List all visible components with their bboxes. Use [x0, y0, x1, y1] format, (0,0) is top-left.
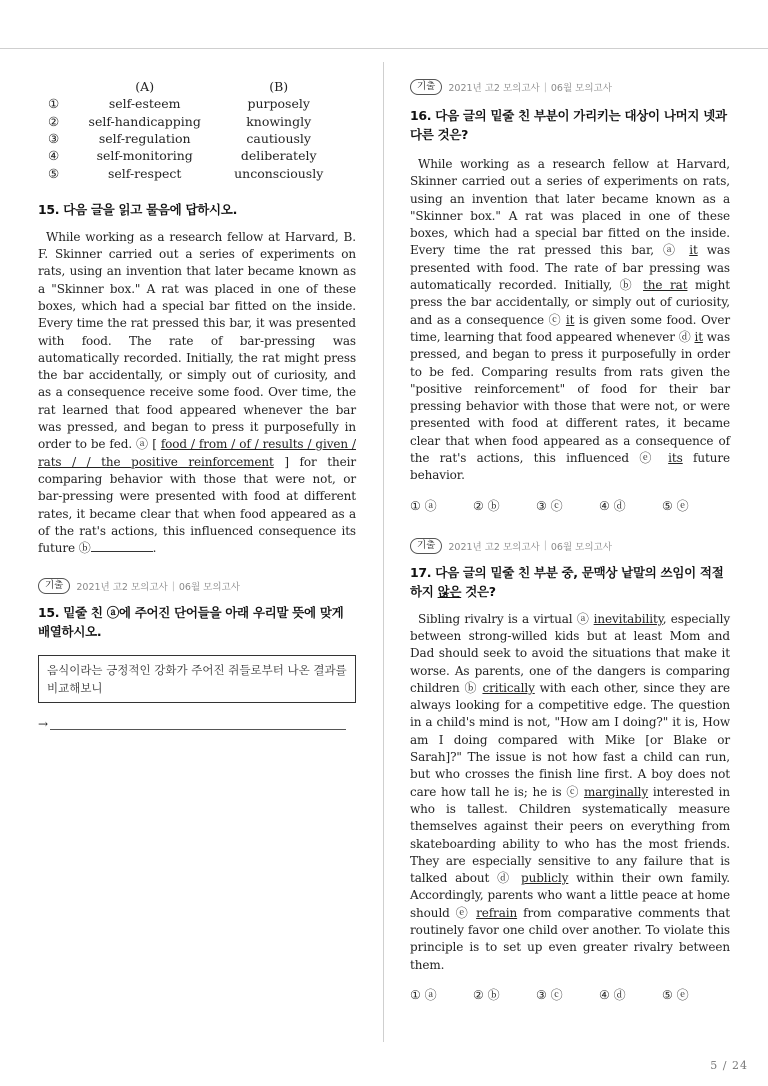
blank-marker: ⓑ	[78, 541, 91, 556]
passage-text: While working as a research fellow at Harvard, B. F. Skinner carried out a series of experiments on rats, using an invention that later became known as a "Skinner box." A rat was placed in one of these boxes, which had a special bar fitted on the inside. Every time the rat pressed this bar, it was presented with food. The rate of bar-pressing was automatically recorded. Initially, the rat might press the bar accidentally, or simply out of curiosity, and as a consequence receive some food. Over time, the rat learned that food appeared whenever the bar was pressed, and began to press it purposefully in order to be fed. ⓐ [	[38, 229, 356, 452]
choice-b: unconsciously	[234, 165, 324, 181]
q15a-passage	[38, 229, 356, 558]
answer-option-5[interactable]: ⑤ ⓔ	[662, 988, 689, 1003]
answer-input-line[interactable]	[50, 719, 346, 730]
arrow-icon: →	[38, 717, 49, 732]
underlined-d: publicly	[521, 871, 569, 886]
choice-row	[48, 130, 338, 147]
choice-number: ②	[48, 113, 60, 129]
passage-text: , especially between strong-willed kids but at least Mom and Dad should seek to avoid the situations that make it worse. As parents, one of the dangers is comparing children ⓑ	[410, 611, 731, 695]
answer-option-3[interactable]: ③ ⓒ	[536, 988, 563, 1003]
title-text: 것은?	[461, 583, 496, 599]
q15a-title: 15. 다음 글을 읽고 물음에 답하시오.	[38, 201, 238, 217]
passage-text: with each other, since they are always looking for a competitive edge. The question in a child's mind is not, "How am I doing?" it is, How am I doing compared with Mike [or Blake or Sarah]?" The issue is not how fast a child can run, but who crosses the finish line first. A boy does not care how tall he is; he is ⓒ	[410, 680, 731, 799]
right-column	[410, 78, 730, 1004]
title-text: 17. 다음 글의 밑줄 친 부분 중, 문맥상 낱말의 쓰임이 적절하지	[410, 564, 724, 599]
choice-a: self-esteem	[108, 96, 181, 112]
title-emphasis: 않은	[437, 583, 462, 599]
answer-option-4[interactable]: ④ ⓓ	[599, 988, 626, 1003]
underlined-c: it	[565, 312, 575, 327]
q16-passage	[410, 156, 730, 485]
choice-b: cautiously	[246, 131, 311, 147]
passage-text: While working as a research fellow at Harvard, Skinner carried out a series of experiments on rats, using an invention that later became known as a "Skinner box." A rat was placed in one of these boxes, which had a special bar fitted on the inside. Every time the rat pressed this bar, ⓐ	[410, 157, 730, 258]
answer-blank	[91, 540, 153, 552]
underlined-e: its	[668, 451, 683, 466]
source-year: 2021년 고2 모의고사	[76, 582, 168, 594]
underlined-a: inevitability	[593, 611, 663, 626]
underlined-b: critically	[482, 680, 535, 695]
choice-b: deliberately	[240, 148, 317, 164]
column-divider	[383, 62, 384, 1042]
choice-number: ①	[48, 96, 60, 112]
answer-option-5[interactable]: ⑤ ⓔ	[662, 499, 689, 514]
source-month: 06월 모의고사	[178, 582, 240, 594]
source-month: 06월 모의고사	[550, 541, 612, 553]
underlined-a: it	[689, 243, 698, 258]
passage-text: within their own family. Accordingly, parents who want a little peace at home should ⓔ	[410, 871, 730, 920]
passage-text: was pressed, and began to press it purposefully in order to be fed. Comparing results from rats given the "positive reinforcement" of food for their bar pressing behavior with those that were not, or were presented with food at different rates, it became clear that when food appeared as a consequence of the rat's actions, this influenced ⓔ	[410, 329, 731, 466]
choice-b: knowingly	[246, 113, 312, 129]
q16-title: 16. 다음 글의 밑줄 친 부분이 가리키는 대상이 나머지 넷과 다른 것은?	[410, 108, 727, 142]
answer-option-4[interactable]: ④ ⓓ	[599, 499, 626, 514]
page-number: 5 / 24	[710, 1059, 748, 1072]
underlined-d: it	[694, 329, 703, 344]
passage-text: might press the bar accidentally, or simply out of curiosity, and as a consequence ⓒ	[410, 278, 730, 327]
choice-row	[48, 147, 338, 164]
q15b-title: 15. 밑줄 친 ⓐ에 주어진 단어들을 아래 우리말 뜻에 맞게 배열하시오.	[38, 605, 344, 640]
choice-row	[48, 113, 338, 130]
source-year: 2021년 고2 모의고사	[448, 541, 540, 553]
left-column	[38, 78, 356, 731]
passage-text: Sibling rivalry is a virtual ⓐ	[418, 611, 594, 626]
choice-a: self-monitoring	[96, 148, 193, 164]
choice-a: self-regulation	[98, 131, 191, 147]
choice-row	[48, 95, 338, 112]
exam-tag: 기출	[410, 79, 442, 95]
q15b-source	[38, 577, 356, 595]
choice-number: ④	[48, 148, 60, 164]
passage-text: .	[152, 541, 157, 556]
choices-header	[48, 78, 338, 95]
q17-source	[410, 537, 730, 555]
answer-option-3[interactable]: ③ ⓒ	[536, 499, 563, 514]
choice-row	[48, 164, 338, 181]
underlined-e: refrain	[476, 905, 518, 920]
choice-number: ③	[48, 131, 60, 147]
q16-source	[410, 78, 730, 96]
answer-option-1[interactable]: ① ⓐ	[410, 499, 437, 514]
answer-option-2[interactable]: ② ⓑ	[473, 988, 500, 1003]
header-b: (B)	[269, 79, 289, 95]
choice-number: ⑤	[48, 165, 60, 181]
header-a: (A)	[135, 79, 155, 95]
separator: |	[543, 81, 547, 93]
underlined-c: marginally	[583, 784, 649, 799]
passage-text: future behavior.	[410, 451, 730, 483]
q17-answer-options	[410, 986, 730, 1004]
choices-table	[48, 78, 338, 182]
choice-a: self-respect	[107, 165, 182, 181]
answer-line	[38, 717, 356, 731]
answer-option-2[interactable]: ② ⓑ	[473, 499, 500, 514]
passage-text: was presented with food. The rate of bar pressing was automatically recorded. Initially, ⓑ	[410, 243, 731, 293]
q16-answer-options	[410, 497, 730, 515]
passage-text: interested in who is tallest. Children systematically measure themselves against their peers on everything from skateboarding ability to who has the most friends. They are especially sensitive to any failure that is talked about ⓓ	[410, 784, 730, 886]
bracket-words: food / from / of / results / given / rats / / the positive reinforcement	[38, 437, 356, 469]
separator: |	[171, 580, 175, 592]
exam-tag: 기출	[38, 578, 70, 594]
header-rule	[0, 48, 768, 49]
source-month: 06월 모의고사	[550, 83, 612, 94]
choice-a: self-handicapping	[88, 113, 201, 129]
passage-text: is given some food. Over time, learning that food appeared whenever ⓓ	[410, 312, 730, 344]
exam-tag: 기출	[410, 538, 442, 554]
separator: |	[543, 540, 547, 552]
underlined-b: the rat	[643, 278, 688, 293]
korean-meaning-box: 음식이라는 긍정적인 강화가 주어진 쥐들로부터 나온 결과를 비교해보니	[38, 655, 356, 703]
source-year: 2021년 고2 모의고사	[448, 83, 540, 94]
q17-passage	[410, 611, 730, 974]
q17-title	[410, 563, 730, 601]
passage-text: from comparative comments that routinely favor one child over another. To violate this principle is to set up even greater rivalry between them.	[410, 905, 731, 972]
answer-option-1[interactable]: ① ⓐ	[410, 988, 437, 1003]
choice-b: purposely	[247, 96, 310, 112]
passage-text: ] for their comparing behavior with those that were not, or bar-pressing were presented with food at different rates, it became clear that when food appeared as a of the rat's actions, this influenced consequence its future	[38, 454, 356, 556]
